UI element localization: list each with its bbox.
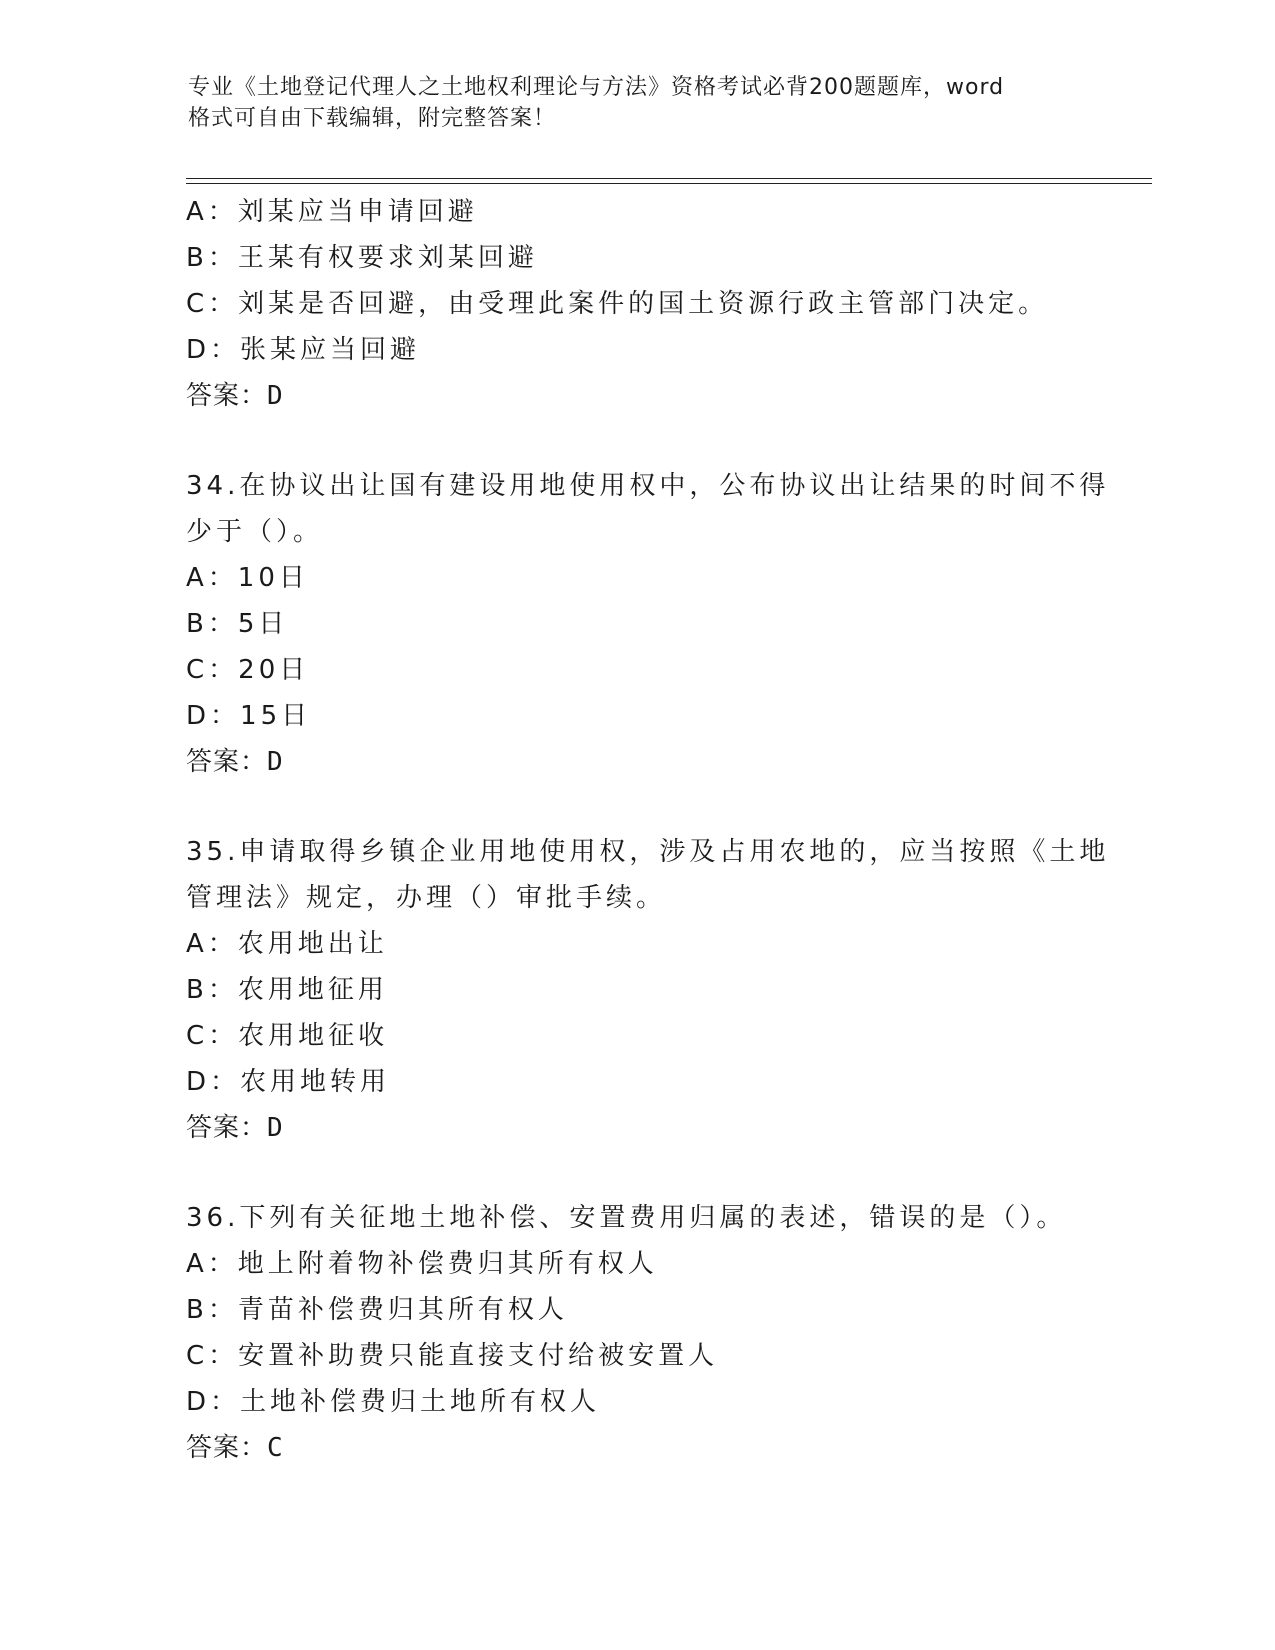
answer-value: D bbox=[267, 381, 284, 411]
answer-value: D bbox=[267, 747, 284, 777]
answer-label: 答案： bbox=[186, 381, 268, 411]
option-c: C：20日 bbox=[186, 655, 310, 685]
answer bbox=[186, 373, 1086, 419]
option-d: D：15日 bbox=[186, 701, 312, 731]
answer-value: D bbox=[267, 1113, 284, 1143]
option-a: A：地上附着物补偿费归其所有权人 bbox=[186, 1249, 658, 1279]
answer bbox=[186, 1105, 1086, 1151]
answer bbox=[186, 1425, 1086, 1471]
question-list bbox=[186, 189, 1110, 1471]
option-c: C：农用地征收 bbox=[186, 1021, 389, 1051]
option-d: D：张某应当回避 bbox=[186, 335, 421, 365]
answer bbox=[186, 739, 1086, 785]
answer-value: C bbox=[267, 1433, 284, 1463]
option-b: B：青苗补偿费归其所有权人 bbox=[186, 1295, 568, 1325]
answer-label: 答案： bbox=[186, 747, 268, 777]
option-d: D：农用地转用 bbox=[186, 1067, 391, 1097]
question-block-34 bbox=[186, 463, 1110, 785]
document-header bbox=[188, 72, 1088, 134]
question-stem-line-2: 管理法》规定，办理（）审批手续。 bbox=[186, 883, 667, 913]
option-b: B：5日 bbox=[186, 609, 289, 639]
option-a: A：刘某应当申请回避 bbox=[186, 197, 478, 227]
question-block-33 bbox=[186, 189, 1086, 419]
header-line-2: 格式可自由下载编辑，附完整答案！ bbox=[188, 106, 557, 131]
question-block-35 bbox=[186, 829, 1110, 1151]
question-stem-line-1: 34.在协议出让国有建设用地使用权中，公布协议出让结果的时间不得 bbox=[186, 471, 1110, 501]
header-divider-bottom bbox=[186, 183, 1152, 184]
option-c: C：刘某是否回避，由受理此案件的国土资源行政主管部门决定。 bbox=[186, 289, 1049, 319]
option-a: A：农用地出让 bbox=[186, 929, 388, 959]
answer-label: 答案： bbox=[186, 1433, 268, 1463]
option-b: B：王某有权要求刘某回避 bbox=[186, 243, 538, 273]
header-line-1: 专业《土地登记代理人之土地权利理论与方法》资格考试必背200题题库，word bbox=[188, 75, 1005, 100]
option-c: C：安置补助费只能直接支付给被安置人 bbox=[186, 1341, 719, 1371]
option-d: D：土地补偿费归土地所有权人 bbox=[186, 1387, 601, 1417]
header-divider-top bbox=[186, 178, 1152, 179]
question-stem-line-2: 少于（）。 bbox=[186, 517, 324, 547]
answer-label: 答案： bbox=[186, 1113, 268, 1143]
question-block-36 bbox=[186, 1195, 1086, 1471]
option-b: B：农用地征用 bbox=[186, 975, 388, 1005]
question-stem-line-1: 36.下列有关征地土地补偿、安置费用归属的表述，错误的是（）。 bbox=[186, 1203, 1067, 1233]
option-a: A：10日 bbox=[186, 563, 309, 593]
question-stem-line-1: 35.申请取得乡镇企业用地使用权，涉及占用农地的，应当按照《土地 bbox=[186, 837, 1110, 867]
